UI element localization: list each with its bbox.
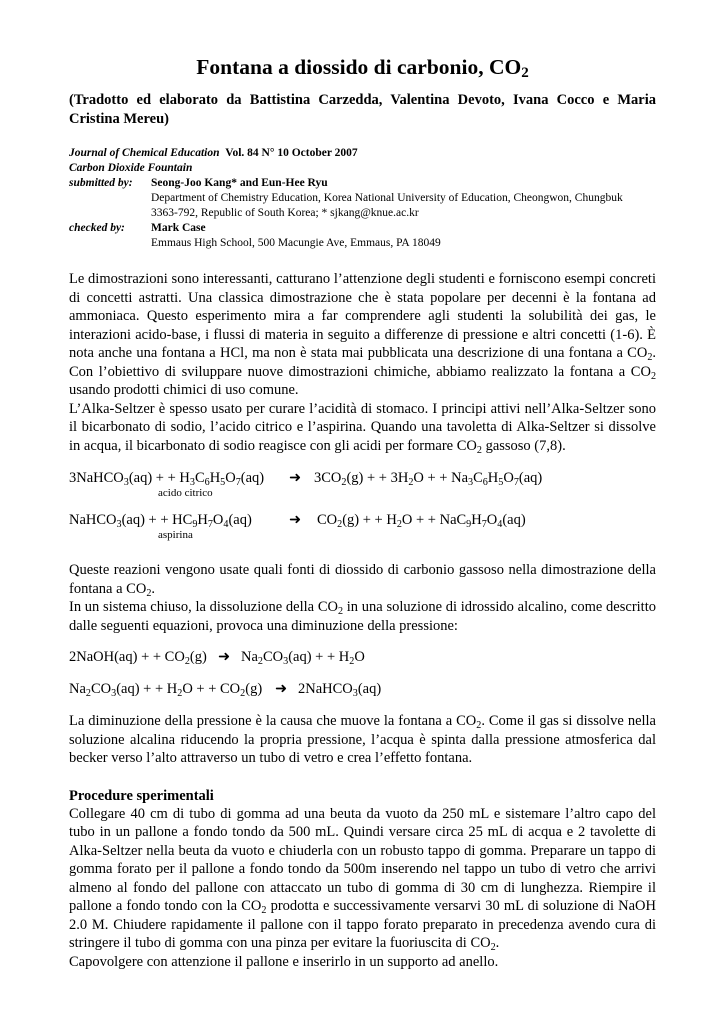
affiliation-1: Department of Chemistry Education, Korea National University of Education, Cheongwon, Chungbuk xyxy=(151,192,623,204)
document-title: Fontana a diossido di carbonio, $CO_2$ xyxy=(196,55,529,81)
equation-rhs: $CO_2(g)$ + + $H_2O$ + + $NaC_9H_7O_4(aq)$ xyxy=(317,512,526,530)
checked-label: checked by: xyxy=(69,222,125,234)
journal-name: Journal of Chemical Education xyxy=(69,147,220,159)
checker-name: Mark Case xyxy=(151,222,206,234)
submitted-label: submitted by: xyxy=(69,177,133,189)
document-page xyxy=(69,52,656,971)
arrow-icon: ➜ xyxy=(289,470,302,486)
journal-line xyxy=(69,146,656,161)
paragraph-reactions: Queste reazioni vengono usate quali fonti di diossido di carbonio gassoso nella dimostrazione della fontana a $CO_2$. In un sistema chiuso, la dissoluzione della $CO_2$ in una soluzione di idrossido alcalino, come descritto dalle seguenti equazioni, provoca una diminuzione della pressione: xyxy=(69,562,656,634)
article-title: Carbon Dioxide Fountain xyxy=(69,162,193,174)
arrow-icon: ➜ xyxy=(289,512,302,528)
equation-rhs: $3CO_2(g)$ + + $3H_2O$ + + $Na_3C_6H_5O_7(aq)$ xyxy=(314,470,543,488)
equation-lhs: $Na_2CO_3(aq)$ + + $H_2O$ + + $CO_2(g)$ xyxy=(69,681,263,699)
journal-volume: Vol. 84 N° 10 October 2007 xyxy=(225,147,358,159)
checked-line xyxy=(69,221,656,236)
equation-citric-acid xyxy=(69,469,656,509)
equation-carbonate xyxy=(69,680,656,700)
section-heading: Procedure sperimentali xyxy=(69,787,214,804)
affiliation-2: 3363-792, Republic of South Korea; * sjkang@knue.ac.kr xyxy=(151,207,419,219)
equation-lhs: 3NaHCO$_3$(aq) + + $H_3C_6H_5O_7(aq)$ xyxy=(69,470,265,488)
equation-naoh xyxy=(69,648,656,668)
arrow-icon: ➜ xyxy=(218,649,231,665)
arrow-icon: ➜ xyxy=(275,681,288,697)
authors: Seong-Joo Kang* and Eun-Hee Ryu xyxy=(151,177,328,189)
equation-lhs: 2NaOH(aq) + + $CO_2(g)$ xyxy=(69,649,207,667)
translators-credit: (Tradotto ed elaborato da Battistina Carzedda, Valentina Devoto, Ivana Cocco e Maria Cristina Mereu) xyxy=(69,92,656,127)
paragraph-pressure: La diminuzione della pressione è la causa che muove la fontana a $CO_2$. Come il gas si dissolve nella soluzione alcalina riducendo la propria pressione, l’acqua è spinta dalla pressione atmosferica dal becker verso l’alto attraverso un tubo di vetro e crea l’effetto fontana. xyxy=(69,713,656,766)
equation-note: acido citrico xyxy=(158,487,213,499)
paragraph-intro: Le dimostrazioni sono interessanti, catturano l’attenzione degli studenti e forniscono esempi concreti di concetti astratti. Una classica dimostrazione che è stata popolare per decenni è la fontana ad ammoniaca. Questo esperimento mira a far comprendere agli studenti la solubilità dei gas, le interazioni acido-base, i flussi di materia in seguito a differenze di pressione e altri concetti (1-6). È nota anche una fontana a HCl, ma non è stata mai pubblicata una descrizione di una fontana a $CO_2$. Con l’obiettivo di sviluppare nuove dimostrazioni chimiche, abbiamo realizzato la fontana a $CO_2$ usando prodotti chimici di uso comune. L’Alka-Seltzer è spesso usato per curare l’acidità di stomaco. I principi attivi nell’Alka-Seltzer sono il bicarbonato di sodio, l’acido citrico e l’aspirina. Quando una tavoletta di Alka-Seltzer si dissolve in acqua, il bicarbonato di sodio reagisce con gli acidi per formare $CO_2$ gassoso (7,8). xyxy=(69,271,656,456)
equation-lhs: NaHCO$_3$(aq) + + $HC_9H_7O_4(aq)$ xyxy=(69,512,252,530)
paragraph-procedure: Collegare 40 cm di tubo di gomma ad una beuta da vuoto da 250 mL e sistemare l’altro capo del tubo in un pallone a fondo tondo da 500 mL. Quindi versare circa 25 mL di acqua e 2 tavolette di Alka-Seltzer nella beuta da vuoto e chiuderla con un robusto tappo di gomma. Preparare un tappo di gomma forato per il pallone a fondo tondo da 500m inserendo nel tappo un tubo di vetro che arrivi almeno al fondo del pallone con attaccato un tubo di gomma di 30 cm di lunghezza. Riempire il pallone a fondo tondo con la $CO_2$ prodotta e successivamente versarvi 30 mL di soluzione di NaOH 2.0 M. Chiudere rapidamente il pallone con il tappo forato preparato in precedenza avendo cura di stringere il tubo di gomma con una pinza per evitare la fuoriuscita di $CO_2$. Capovolgere con attenzione il pallone e inserirlo in un supporto ad anello. xyxy=(69,805,656,970)
checker-affiliation: Emmaus High School, 500 Macungie Ave, Emmaus, PA 18049 xyxy=(151,237,441,249)
submitted-line xyxy=(69,176,656,191)
article-title-line xyxy=(69,161,656,176)
equation-note: aspirina xyxy=(158,529,193,541)
source-metadata xyxy=(69,146,656,251)
equation-rhs: 2NaHCO$_3$(aq) xyxy=(298,681,382,699)
equation-rhs: $Na_2CO_3(aq)$ + + $H_2O$ xyxy=(241,649,365,667)
equation-aspirin xyxy=(69,511,656,551)
